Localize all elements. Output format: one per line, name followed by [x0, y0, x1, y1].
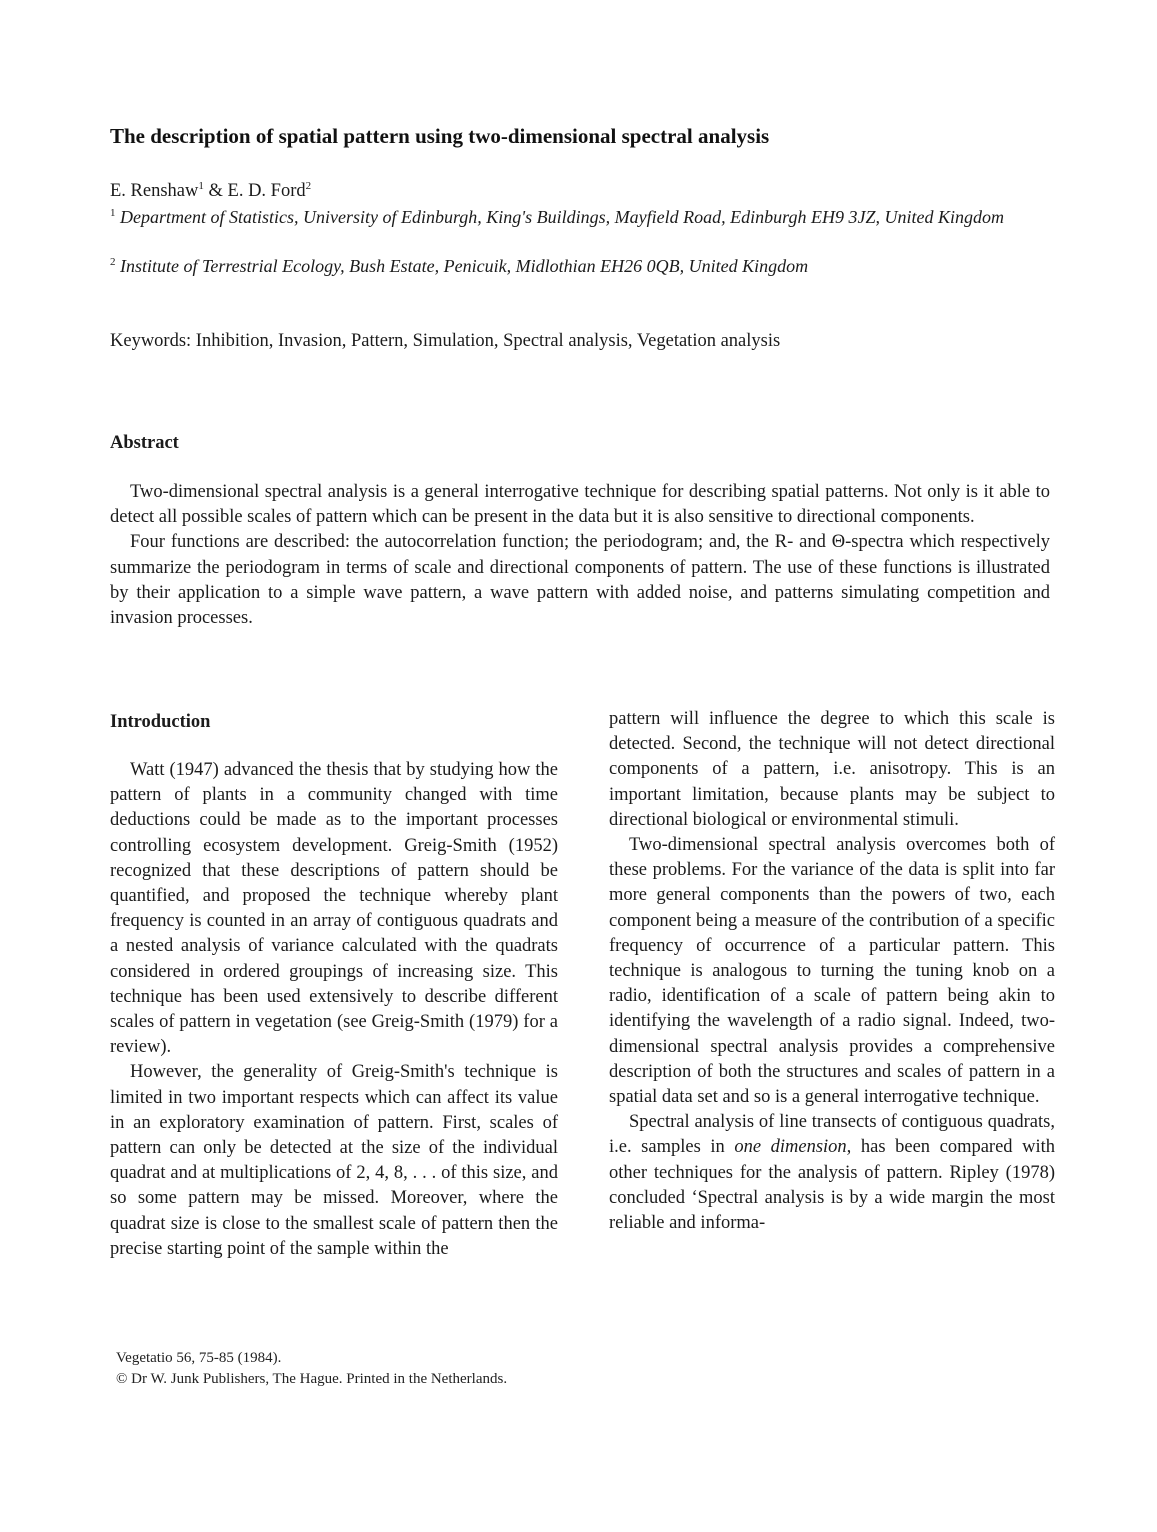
- affiliation-text: Institute of Terrestrial Ecology, Bush Estate, Penicuik, Midlothian EH26 0QB, United Kingdom: [120, 256, 809, 276]
- author-line: [110, 178, 311, 204]
- journal-citation: Vegetatio 56, 75-85 (1984).: [116, 1350, 282, 1366]
- left-column: [110, 758, 558, 1262]
- paper-title: The description of spatial pattern using two-dimensional spectral analysis: [110, 124, 770, 148]
- abstract-heading: Abstract: [110, 433, 179, 453]
- affiliation-text: Department of Statistics, University of Edinburgh, King's Buildings, Mayfield Road, Edinburgh EH9 3JZ, United Kingdom: [120, 207, 1004, 227]
- body-paragraph: [609, 1110, 1055, 1236]
- author-name: E. Renshaw: [110, 181, 199, 201]
- keywords: Keywords: Inhibition, Invasion, Pattern, Simulation, Spectral analysis, Vegetation analysis: [110, 331, 781, 351]
- text-run: Spectral analysis of line transects of contiguous quadrats, i.e. samples in: [609, 1112, 1055, 1158]
- abstract-paragraph: Four functions are described: the autocorrelation function; the periodogram; and, the R- and Θ-spectra which respectively summarize the periodogram in terms of scale and directional components of pattern. The use of these functions is illustrated by their application to a simple wave pattern, a wave pattern with added noise, and patterns simulating competition and invasion processes.: [110, 532, 1050, 629]
- affiliation-marker: 1: [198, 179, 204, 192]
- abstract-body: [110, 480, 1050, 631]
- affiliation-marker: 1: [110, 207, 116, 219]
- body-paragraph-continuation: pattern will influence the degree to which this scale is detected. Second, the technique will not detect directional components of a pattern, i.e. anisotropy. This is an important limitation, because plants may be subject to directional biological or environmental stimuli.: [609, 709, 1055, 830]
- affiliation-marker: 2: [305, 179, 312, 192]
- body-paragraph: However, the generality of Greig-Smith's technique is limited in two important respects which can affect its value in an exploratory examination of pattern. First, scales of pattern can only be detected at the size of the individual quadrat and at multiplications of 2, 4, 8, . . . of this size, and so some pattern may be missed. Moreover, where the quadrat size is close to the smallest scale of pattern then the precise starting point of the sample within the: [110, 1062, 558, 1259]
- introduction-heading: Introduction: [110, 712, 211, 732]
- author-name: E. D. Ford: [227, 181, 306, 201]
- copyright-notice: © Dr W. Junk Publishers, The Hague. Printed in the Netherlands.: [116, 1371, 508, 1387]
- abstract-paragraph: Two-dimensional spectral analysis is a general interrogative technique for describing spatial patterns. Not only is it able to detect all possible scales of pattern which can be present in the data but it is also sensitive to directional components.: [110, 482, 1050, 528]
- affiliation-marker: 2: [110, 256, 116, 268]
- author-joiner: &: [203, 181, 228, 201]
- affiliation-2: [110, 254, 1070, 278]
- body-paragraph: Watt (1947) advanced the thesis that by studying how the pattern of plants in a community changed with time deductions could be made as to the important processes controlling ecosystem development. Greig-Smith (1952) recognized that these descriptions of pattern should be quantified, and proposed the technique whereby plant frequency is counted in an array of contiguous quadrats and a nested analysis of variance calculated with the quadrats considered in ordered groupings of increasing size. This technique has been used extensively to describe different scales of pattern in vegetation (see Greig-Smith (1979) for a review).: [110, 760, 558, 1058]
- affiliation-1: [110, 205, 1070, 229]
- text-run: has been compared with other techniques for the analysis of pattern. Ripley (1978) concluded ‘Spectral analysis is by a wide margin the most reliable and informa-: [609, 1137, 1056, 1234]
- journal-footer: [116, 1348, 507, 1390]
- right-column: [609, 707, 1055, 1236]
- italic-text-run: one dimension,: [734, 1137, 852, 1158]
- body-paragraph: Two-dimensional spectral analysis overcomes both of these problems. For the variance of the data is split into far more general components than the powers of two, each component being a measure of the contribution of a specific frequency of occurrence of a particular pattern. This technique is analogous to turning the tuning knob on a radio, identification of a scale of pattern being akin to identifying the wavelength of a radio signal. Indeed, two-dimensional spectral analysis provides a comprehensive description of both the structures and scales of pattern in a spatial data set and so is a general interrogative technique.: [609, 835, 1055, 1108]
